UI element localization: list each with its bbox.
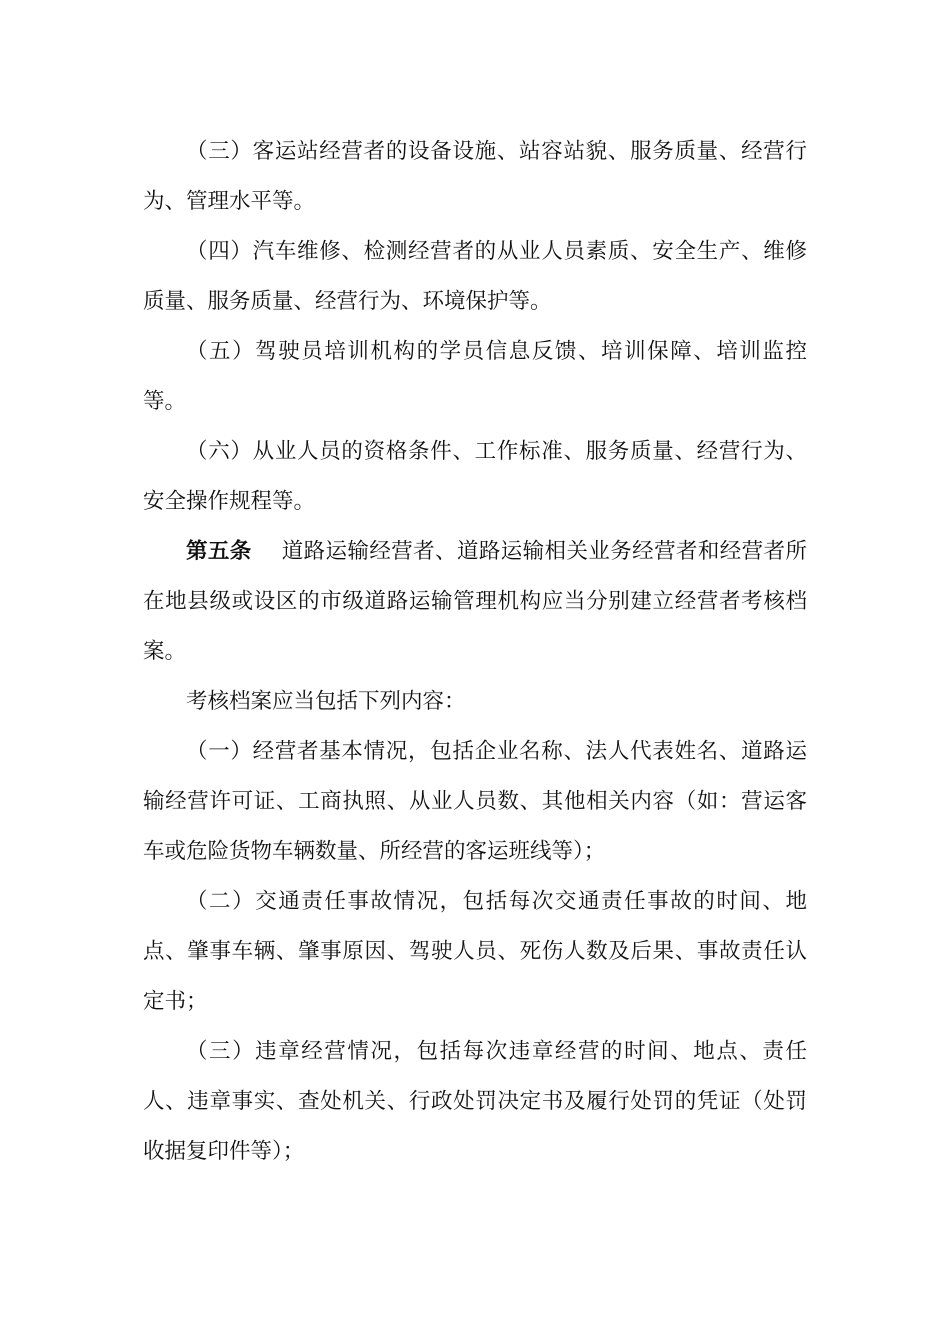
article-5-text: 道路运输经营者、道路运输相关业务经营者和经营者所在地县级或设区的市级道路运输管理机构应当分别建立经营者考核档案。 bbox=[143, 539, 807, 664]
paragraph-item-6-personnel: （六）从业人员的资格条件、工作标准、服务质量、经营行为、安全操作规程等。 bbox=[143, 439, 807, 514]
paragraph-item-5-training: （五）驾驶员培训机构的学员信息反馈、培训保障、培训监控等。 bbox=[143, 339, 807, 414]
paragraph-item-3-station: （三）客运站经营者的设备设施、站容站貌、服务质量、经营行为、管理水平等。 bbox=[143, 139, 807, 214]
paragraph-article-5 bbox=[143, 527, 807, 677]
paragraph-archive-item-2: （二）交通责任事故情况，包括每次交通责任事故的时间、地点、肇事车辆、肇事原因、驾驶人员、死伤人数及后果、事故责任认定书； bbox=[143, 889, 807, 1014]
article-heading: 第五条 bbox=[186, 539, 252, 564]
paragraph-archive-item-3: （三）违章经营情况，包括每次违章经营的时间、地点、责任人、违章事实、查处机关、行政处罚决定书及履行处罚的凭证（处罚收据复印件等）； bbox=[143, 1039, 807, 1164]
document-body bbox=[143, 127, 807, 1177]
paragraph-archive-intro: 考核档案应当包括下列内容： bbox=[186, 689, 466, 714]
paragraph-item-4-repair: （四）汽车维修、检测经营者的从业人员素质、安全生产、维修质量、服务质量、经营行为、环境保护等。 bbox=[143, 239, 807, 314]
paragraph-archive-item-1: （一）经营者基本情况，包括企业名称、法人代表姓名、道路运输经营许可证、工商执照、从业人员数、其他相关内容（如：营运客车或危险货物车辆数量、所经营的客运班线等）； bbox=[143, 739, 807, 864]
